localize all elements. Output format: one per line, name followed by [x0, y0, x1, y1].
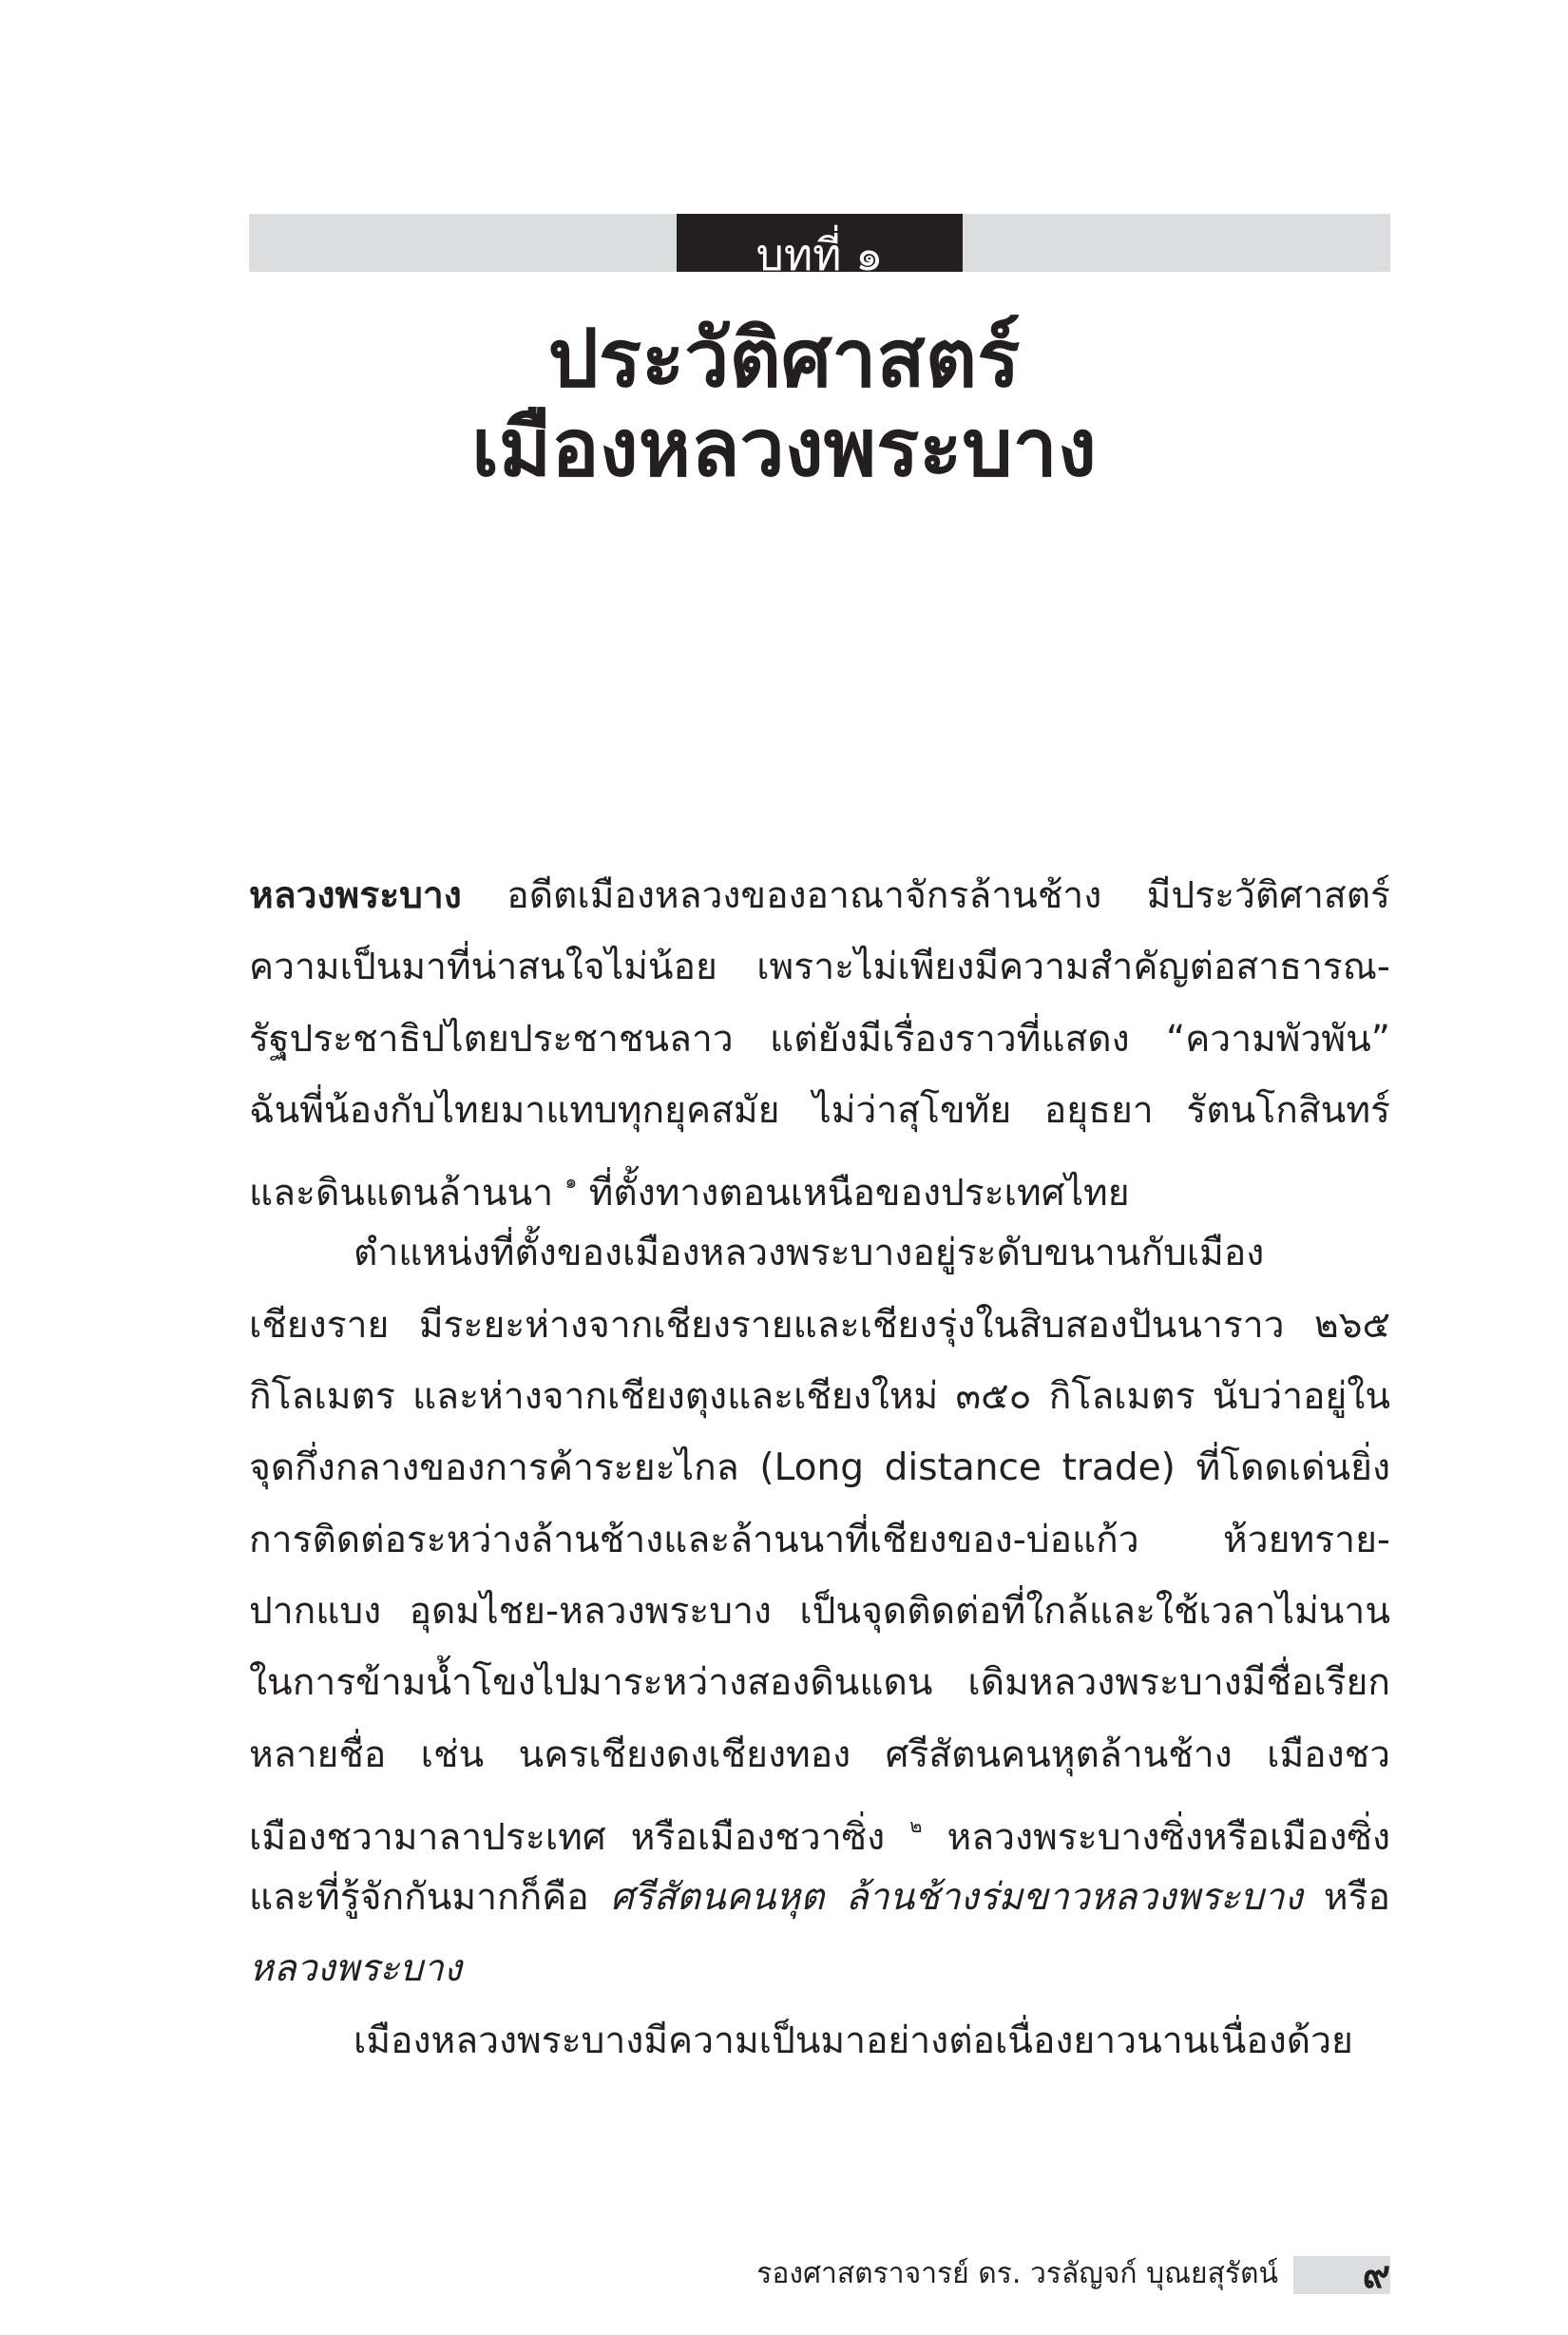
body-line: [249, 1361, 1390, 1432]
body-line: [249, 1862, 1390, 1933]
text-segment: ศรีสัตนคนหุต ล้านช้างร่มขาวหลวงพระบาง: [610, 1876, 1303, 1920]
text-segment: ตำแหน่งที่ตั้งของเมืองหลวงพระบางอยู่ระดับขนานกับเมือง: [354, 1232, 1265, 1275]
text-segment: กิโลเมตร และห่างจากเชียงตุงและเชียงใหม่ ๓๕๐ กิโลเมตร นับว่าอยู่ใน: [249, 1375, 1390, 1419]
chapter-label: บทที่ ๑: [755, 229, 884, 272]
page-number-box: [1293, 2253, 1390, 2297]
body-line: [249, 1217, 1390, 1289]
body-line: [249, 1004, 1390, 1075]
footnote-marker: ๒: [909, 1813, 923, 1837]
body-text: [249, 860, 1390, 2077]
body-line: [249, 860, 1390, 931]
text-segment: ในการข้ามน้ำโขงไปมาระหว่างสองดินแดน เดิมหลวงพระบางมีชื่อเรียก: [249, 1661, 1390, 1705]
body-line: [249, 1290, 1390, 1361]
page-number: ๙: [1362, 2253, 1390, 2297]
body-line: [249, 1504, 1390, 1576]
footer-author: รองศาสตราจารย์ ดร. วรลัญจก์ บุณยสุรัตน์: [756, 2257, 1278, 2290]
text-segment: ฉันพี่น้องกับไทยมาแทบทุกยุคสมัย ไม่ว่าสุโขทัย อยุธยา รัตนโกสินทร์: [249, 1088, 1390, 1132]
text-segment: หลวงพระบาง: [249, 874, 462, 917]
body-line: [249, 1576, 1390, 1647]
text-segment: และที่รู้จักกันมากก็คือ: [249, 1876, 611, 1920]
text-segment: การติดต่อระหว่างล้านช้างและล้านนาที่เชียงของ-บ่อแก้ว ห้วยทราย-: [249, 1518, 1390, 1561]
text-segment: หลวงพระบาง: [249, 1947, 462, 1991]
text-segment: หรือ: [1302, 1876, 1390, 1920]
body-line: [249, 1075, 1390, 1146]
text-segment: ปากแบง อุดมไชย-หลวงพระบาง เป็นจุดติดต่อที่ใกล้และใช้เวลาไม่นาน: [249, 1589, 1390, 1633]
text-segment: ที่ตั้งทางตอนเหนือของประเทศไทย: [577, 1172, 1130, 1215]
text-segment: จุดกึ่งกลางของการค้าระยะไกล (Long distance trade) ที่โดดเด่นยิ่ง: [249, 1446, 1390, 1490]
text-segment: เมืองชวามาลาประเทศ หรือเมืองชวาซิ่ง: [249, 1815, 910, 1859]
chapter-label-box: [677, 214, 963, 272]
body-line: [249, 1719, 1390, 1790]
body-line: [249, 1933, 1390, 2004]
body-line: [249, 931, 1390, 1003]
chapter-title-line-2: เมืองหลวงพระบาง: [471, 401, 1097, 494]
text-segment: รัฐประชาธิปไตยประชาชนลาว แต่ยังมีเรื่องราวที่แสดง “ความพัวพัน”: [249, 1017, 1390, 1061]
text-segment: และดินแดนล้านนา: [249, 1172, 565, 1215]
chapter-title-line-1: ประวัติศาสตร์: [547, 312, 1021, 405]
text-segment: เชียงราย มีระยะห่างจากเชียงรายและเชียงรุ่งในสิบสองปันนาราว ๒๖๕: [249, 1303, 1390, 1347]
body-line: [249, 1146, 1390, 1217]
text-segment: หลวงพระบางซิ่งหรือเมืองซิ่ง: [922, 1815, 1391, 1859]
footnote-marker: ๑: [564, 1170, 578, 1194]
body-line: [249, 1790, 1390, 1862]
body-line: [249, 1647, 1390, 1718]
text-segment: ความเป็นมาที่น่าสนใจไม่น้อย เพราะไม่เพียงมีความสำคัญต่อสาธารณ-: [249, 946, 1390, 989]
body-line: [249, 2005, 1390, 2077]
text-segment: เมืองหลวงพระบางมีความเป็นมาอย่างต่อเนื่องยาวนานเนื่องด้วย: [354, 2019, 1353, 2062]
text-segment: หลายชื่อ เช่น นครเชียงดงเชียงทอง ศรีสัตนคนหุตล้านช้าง เมืองชว: [249, 1732, 1390, 1776]
text-segment: อดีตเมืองหลวงของอาณาจักรล้านช้าง มีประวัติศาสตร์: [461, 874, 1390, 917]
body-line: [249, 1432, 1390, 1503]
